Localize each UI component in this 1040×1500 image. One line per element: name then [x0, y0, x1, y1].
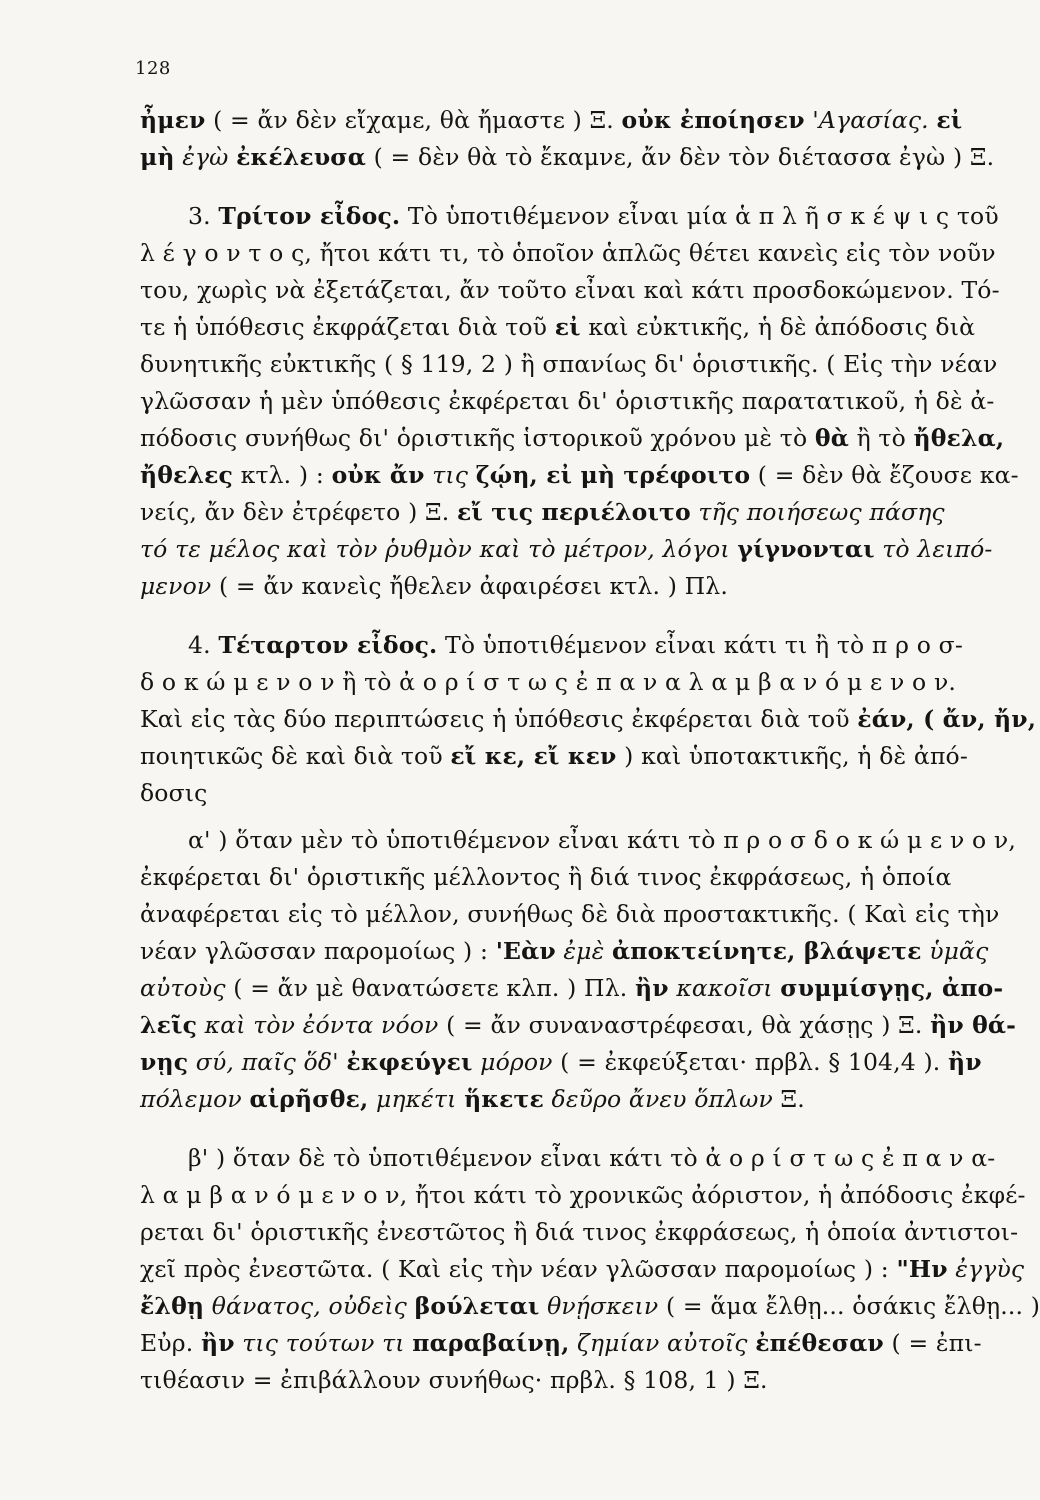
- text-run: θνῄσκειν: [547, 1292, 659, 1320]
- text-run: [604, 937, 612, 965]
- text-run: β' ) ὅταν δὲ τὸ ὑποτιθέμενον εἶναι κάτι τὸ ἀ ο ρ ί σ τ ω ς ἐ π α ν α-: [188, 1144, 996, 1172]
- text-run: δεῦρο ἄνευ ὅπλων: [551, 1085, 773, 1113]
- text-run: οὐκ ἄν: [331, 461, 425, 489]
- text-run: ( = δὲν θὰ τὸ ἔκαμνε, ἄν δὲν τὸν διέτασσα ἐγὼ ) Ξ.: [366, 143, 995, 171]
- text-run: ( = ἐπι-: [883, 1329, 982, 1357]
- text-run: [544, 1085, 552, 1113]
- text-line: [140, 272, 1000, 309]
- text-run: ἤθελα,: [913, 424, 1005, 452]
- text-run: [204, 1292, 212, 1320]
- text-run: Τὸ ὑποτιθέμενον εἶναι κάτι τι ἢ τὸ π ρ ο σ-: [437, 631, 963, 659]
- text-run: Τὸ ὑποτιθέμενον εἶναι μία ἁ π λ ῆ σ κ έ ψ ι ς τοῦ: [400, 202, 999, 230]
- text-run: βούλεται: [414, 1292, 540, 1320]
- text-line: [140, 457, 1019, 494]
- text-run: ἢν: [634, 974, 669, 1002]
- text-line: [140, 1362, 975, 1399]
- text-line: [140, 383, 995, 420]
- text-run: ἢν: [200, 1329, 235, 1357]
- text-run: νῃς: [140, 1048, 189, 1076]
- text-run: 3.: [188, 202, 219, 230]
- text-run: τὸ λειπό-: [882, 535, 993, 563]
- text-run: εἰ: [936, 106, 963, 134]
- text-run: ζῴη, εἰ μὴ τρέφοιτο: [475, 461, 751, 489]
- text-run: δοσις: [140, 779, 208, 807]
- text-run: μενον: [140, 572, 212, 600]
- text-line: [140, 1325, 982, 1362]
- text-run: λεῖς: [140, 1011, 198, 1039]
- text-run: πόλεμον: [140, 1085, 242, 1113]
- text-run: μηκέτι: [375, 1085, 457, 1113]
- text-run: [456, 1085, 464, 1113]
- text-run: σύ, παῖς ὅδ': [195, 1048, 339, 1076]
- text-run: "Ην: [896, 1255, 948, 1283]
- text-run: ἐγγὺς: [955, 1255, 1025, 1283]
- text-run: τό τε μέλος καὶ τὸν ῥυθμὸν καὶ τὸ μέτρον, λόγοι: [140, 535, 730, 563]
- text-run: ( = ἄν δὲν εἴχαμε, θὰ ἤμαστε ) Ξ.: [205, 106, 622, 134]
- text-line: [140, 859, 975, 896]
- text-run: ( = δὲν θὰ ἔζουσε κα-: [750, 461, 1019, 489]
- text-run: Τρίτον εἶδος.: [218, 202, 401, 230]
- text-line: [140, 775, 975, 812]
- text-line: [140, 1044, 982, 1081]
- text-run: μὴ: [140, 143, 175, 171]
- text-run: α' ) ὅταν μὲν τὸ ὑποτιθέμενον εἶναι κάτι τὸ π ρ ο σ δ ο κ ώ μ ε ν ο ν,: [188, 826, 1016, 854]
- text-run: ρεται δι' ὁριστικῆς ἐνεστῶτος ἢ διά τινος ἐκφράσεως, ἡ ὁποία ἀντιστοι-: [140, 1218, 1019, 1246]
- text-run: εἴ τις περιέλοιτο: [456, 498, 691, 526]
- text-line: [140, 1007, 1017, 1044]
- text-run: ἢν θά-: [930, 1011, 1017, 1039]
- text-run: ἐγὼ: [182, 143, 229, 171]
- text-run: ἢν: [948, 1048, 982, 1076]
- text-line: [140, 1177, 1026, 1214]
- text-run: ἐκφέρεται δι' ὁριστικῆς μέλλοντος ἢ διά τινος ἐκφράσεως, ἡ ὁποία: [140, 863, 952, 891]
- text-run: ἐκέλευσα: [236, 143, 366, 171]
- text-run: οὐκ ἐποίησεν: [621, 106, 805, 134]
- text-run: [229, 143, 237, 171]
- text-line: [140, 346, 998, 383]
- text-run: ἢ τὸ: [848, 424, 914, 452]
- text-run: 'Εὰν: [495, 937, 556, 965]
- body-text: [140, 102, 1040, 1399]
- text-run: ( = ἐκφεύξεται· πρβλ. § 104,4 ).: [552, 1048, 949, 1076]
- text-run: ( = ἄν κανεὶς ἤθελεν ἀφαιρέσει κτλ. ) Πλ.: [211, 572, 728, 600]
- text-run: δυνητικῆς εὐκτικῆς ( § 119, 2 ) ἢ σπανίως δι' ὁριστικῆς. ( Εἰς τὴν νέαν: [140, 350, 998, 378]
- text-run: καὶ εὐκτικῆς, ἡ δὲ ἀπόδοσις διὰ: [580, 313, 976, 341]
- text-run: [569, 1329, 577, 1357]
- text-run: τιθέασιν = ἐπιβάλλουν συνήθως· πρβλ. § 108, 1 ) Ξ.: [140, 1366, 768, 1394]
- text-line: [140, 933, 989, 970]
- text-line: [140, 1251, 1025, 1288]
- text-run: ( = ἅμα ἔλθῃ... ὁσάκις ἔλθῃ... ): [658, 1292, 1040, 1320]
- text-run: λ α μ β α ν ό μ ε ν ο ν, ἤτοι κάτι τὸ χρονικῶς ἀόριστον, ἡ ἀπόδοσις ἐκφέ-: [140, 1181, 1026, 1209]
- section-4-heading-line: [140, 627, 975, 664]
- text-run: [368, 1085, 376, 1113]
- text-run: ζημίαν αὐτοῖς: [577, 1329, 748, 1357]
- text-run: ὑμᾶς: [929, 937, 989, 965]
- text-run: ἐπέθεσαν: [755, 1329, 884, 1357]
- text-run: τῆς ποιήσεως πάσης: [698, 498, 945, 526]
- text-run: [188, 1048, 196, 1076]
- text-run: ) καὶ ὑποτακτικῆς, ἡ δὲ ἀπό-: [616, 742, 968, 770]
- text-run: 'Αγασίας.: [812, 106, 929, 134]
- text-run: ἤθελες: [140, 461, 234, 489]
- text-run: τις: [432, 461, 469, 489]
- text-line: [140, 494, 975, 531]
- text-run: ἀναφέρεται εἰς τὸ μέλλον, συνήθως δὲ διὰ προστακτικῆς. ( Καὶ εἰς τὴν: [140, 900, 1000, 928]
- text-run: Ξ.: [772, 1085, 805, 1113]
- text-line: [140, 568, 975, 605]
- text-run: παραβαίνῃ,: [412, 1329, 570, 1357]
- subsection-a-line: [140, 822, 1016, 859]
- text-line: [140, 309, 975, 346]
- text-run: συμμίσγῃς, ἀπο-: [780, 974, 1004, 1002]
- text-line: [140, 970, 1004, 1007]
- text-run: [468, 461, 476, 489]
- text-run: του, χωρὶς νὰ ἐξετάζεται, ἄν τοῦτο εἶναι καὶ κάτι προσδοκώμενον. Τό-: [140, 276, 1000, 304]
- text-line: [140, 235, 996, 272]
- text-run: εἴ κε, εἴ κεν: [450, 742, 617, 770]
- text-run: ἥκετε: [464, 1085, 544, 1113]
- text-run: πόδοσις συνήθως δι' ὁριστικῆς ἱστορικοῦ χρόνου μὲ τὸ: [140, 424, 815, 452]
- text-run: [539, 1292, 547, 1320]
- text-run: θάνατος, οὐδεὶς: [211, 1292, 407, 1320]
- text-run: τις τούτων τι: [242, 1329, 405, 1357]
- text-run: Καὶ εἰς τὰς δύο περιπτώσεις ἡ ὑπόθεσις ἐκφέρεται διὰ τοῦ: [140, 705, 858, 733]
- text-run: λ έ γ ο ν τ ο ς, ἤτοι κάτι τι, τὸ ὁποῖον ἁπλῶς θέτει κανεὶς εἰς τὸν νοῦν: [140, 239, 996, 267]
- text-run: ἀποκτείνητε, βλάψετε: [612, 937, 922, 965]
- text-run: Εὐρ.: [140, 1329, 201, 1357]
- text-run: [473, 1048, 481, 1076]
- text-run: αὐτοὺς: [140, 974, 226, 1002]
- text-run: ἐάν, ( ἄν, ἤν,: [857, 705, 1037, 733]
- text-line: [140, 1214, 1019, 1251]
- text-run: χεῖ πρὸς ἐνεστῶτα. ( Καὶ εἰς τὴν νέαν γλῶσσαν παρομοίως ) :: [140, 1255, 897, 1283]
- text-run: δ ο κ ώ μ ε ν ο ν ἢ τὸ ἀ ο ρ ί σ τ ω ς ἐ π α ν α λ α μ β α ν ό μ ε ν ο ν.: [140, 668, 956, 696]
- text-run: γλῶσσαν ἡ μὲν ὑπόθεσις ἐκφέρεται δι' ὁριστικῆς παρατατικοῦ, ἡ δὲ ἀ-: [140, 387, 995, 415]
- text-run: 4.: [188, 631, 219, 659]
- text-run: καὶ τὸν ἐόντα νόον: [204, 1011, 439, 1039]
- text-run: εἰ: [554, 313, 581, 341]
- text-line: [140, 896, 1000, 933]
- text-line: [140, 701, 1037, 738]
- text-run: κτλ. ) :: [233, 461, 332, 489]
- text-run: ( = ἄν συναναστρέφεσαι, θὰ χάσῃς ) Ξ.: [438, 1011, 931, 1039]
- text-run: Τέταρτον εἶδος.: [218, 631, 438, 659]
- text-run: τε ἡ ὑπόθεσις ἐκφράζεται διὰ τοῦ: [140, 313, 555, 341]
- text-line: [140, 738, 975, 775]
- text-line: [140, 1288, 1040, 1325]
- text-run: γίγνονται: [737, 535, 875, 563]
- subsection-b-line: [140, 1140, 996, 1177]
- text-line: [140, 664, 975, 701]
- text-run: [407, 1292, 415, 1320]
- text-run: ( = ἄν μὲ θανατώσετε κλπ. ) Πλ.: [225, 974, 635, 1002]
- text-run: νείς, ἄν δὲν ἐτρέφετο ) Ξ.: [140, 498, 457, 526]
- text-run: ἐμὲ: [563, 937, 605, 965]
- text-run: θὰ: [814, 424, 849, 452]
- text-line: [140, 531, 993, 568]
- text-run: κακοῖσι: [676, 974, 773, 1002]
- text-line: [140, 1081, 975, 1118]
- text-line: [140, 420, 1005, 457]
- section-3-heading-line: [140, 198, 999, 235]
- text-run: ποιητικῶς δὲ καὶ διὰ τοῦ: [140, 742, 451, 770]
- page-number: 128: [135, 58, 171, 79]
- text-run: αἱρῆσθε,: [249, 1085, 369, 1113]
- text-run: νέαν γλῶσσαν παρομοίως ) :: [140, 937, 496, 965]
- text-run: μόρον: [480, 1048, 553, 1076]
- text-line: [140, 139, 995, 176]
- text-line: [140, 102, 975, 139]
- text-run: ἦμεν: [140, 106, 206, 134]
- text-run: ἐκφεύγει: [346, 1048, 473, 1076]
- text-run: ἔλθῃ: [140, 1292, 205, 1320]
- text-run: [197, 1011, 205, 1039]
